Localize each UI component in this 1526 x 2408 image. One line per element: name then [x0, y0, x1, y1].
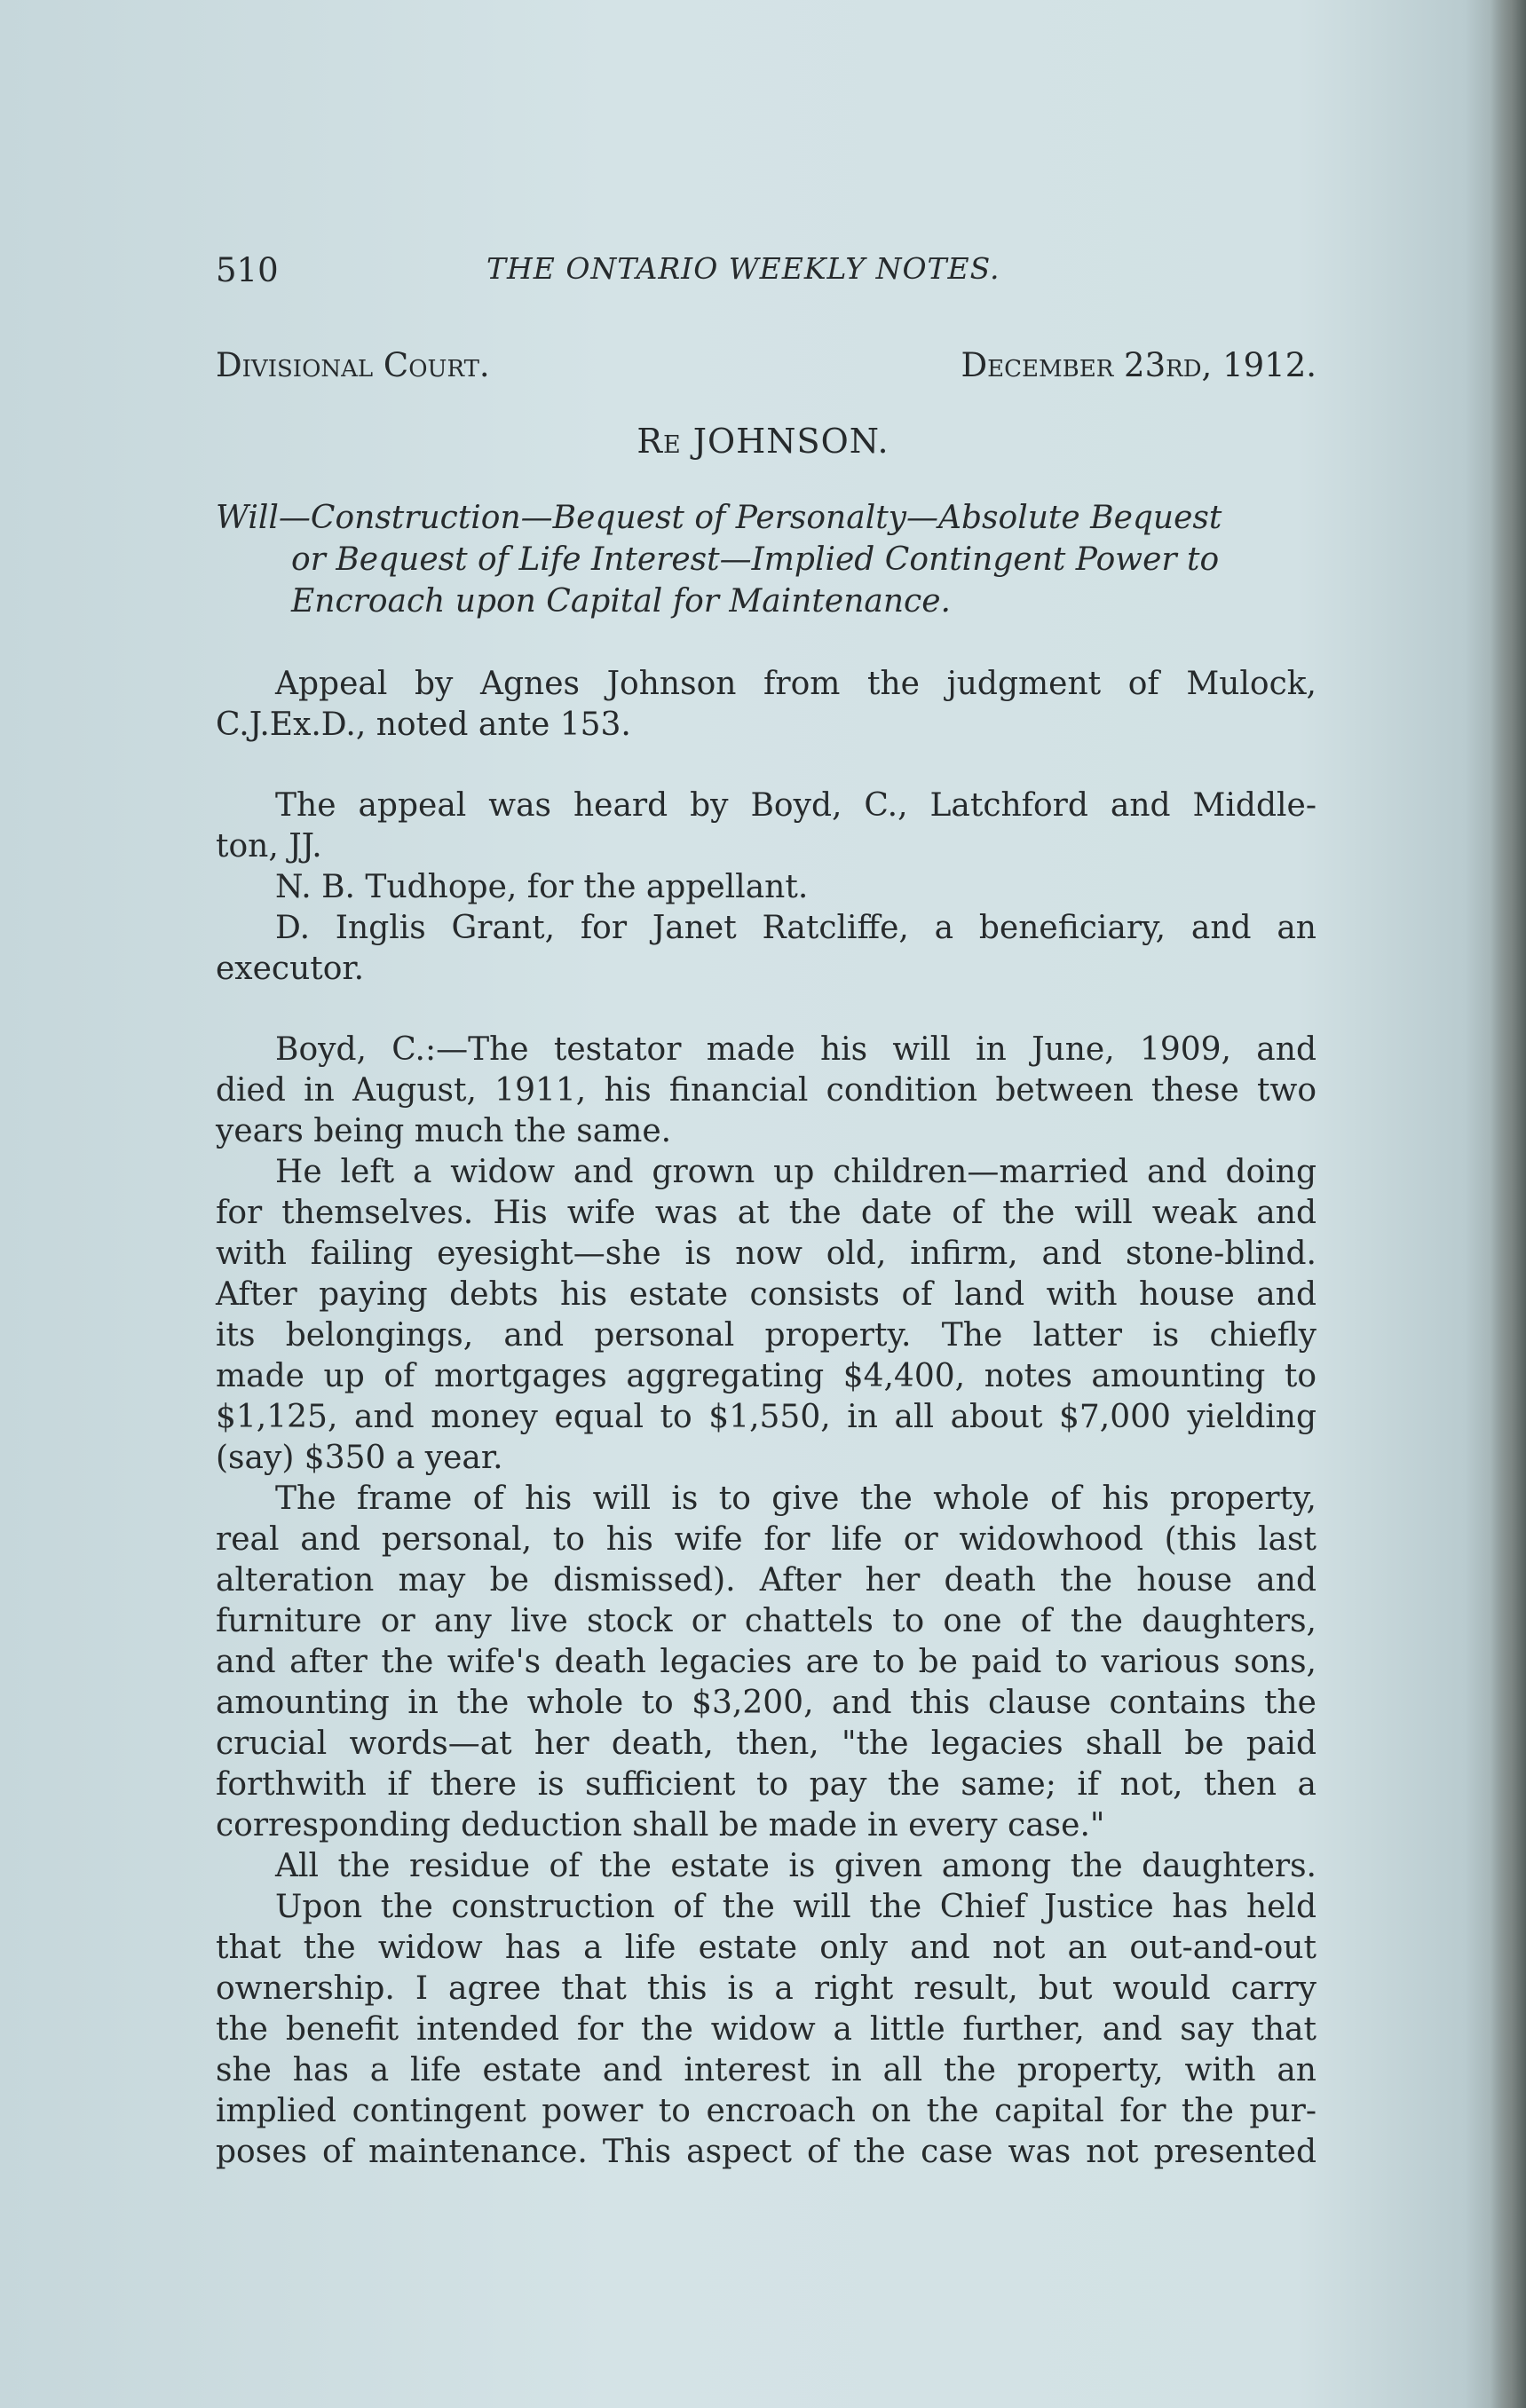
case-title: Re JOHNSON.: [636, 422, 890, 461]
body-line: C.J.Ex.D., noted ante 153.: [216, 707, 631, 743]
judgment-body: [216, 664, 1316, 2173]
body-line: alteration may be dismissed). After her death the house and: [216, 1562, 1316, 1599]
body-line: and after the wife's death legacies are to be paid to various sons,: [216, 1644, 1316, 1680]
judgment-date: December 23rd, 1912.: [961, 346, 1316, 384]
running-head: [216, 251, 1316, 304]
court-name: Divisional Court.: [216, 346, 490, 384]
body-line: The frame of his will is to give the whole of his property,: [275, 1480, 1316, 1517]
body-line: for themselves. His wife was at the date of the will weak and: [216, 1195, 1316, 1231]
body-line: its belongings, and personal property. The latter is chiefly: [216, 1317, 1316, 1354]
body-line: Boyd, C.:—The testator made his will in June, 1909, and: [275, 1031, 1316, 1068]
body-line: ton, JJ.: [216, 828, 322, 865]
court-line: [216, 346, 1316, 399]
body-line: corresponding deduction shall be made in every case.": [216, 1807, 1105, 1844]
body-line: with failing eyesight—she is now old, infirm, and stone-blind.: [216, 1236, 1316, 1272]
body-line: After paying debts his estate consists of land with house and: [216, 1276, 1316, 1313]
journal-title: THE ONTARIO WEEKLY NOTES.: [486, 251, 1000, 286]
body-line: she has a life estate and interest in all the property, with an: [216, 2052, 1316, 2088]
body-line: D. Inglis Grant, for Janet Ratcliffe, a beneficiary, and an: [275, 910, 1316, 946]
body-line: ownership. I agree that this is a right result, but would carry: [216, 1970, 1316, 2007]
body-line: Upon the construction of the will the Chief Justice has held: [275, 1889, 1316, 1925]
body-line: furniture or any live stock or chattels to one of the daughters,: [216, 1603, 1316, 1639]
page-edge-shadow: [1490, 0, 1526, 2408]
body-line: $1,125, and money equal to $1,550, in all about $7,000 yielding: [216, 1399, 1316, 1435]
body-line: amounting in the whole to $3,200, and this clause contains the: [216, 1685, 1316, 1721]
body-line: The appeal was heard by Boyd, C., Latchford and Middle-: [275, 787, 1316, 824]
body-line: crucial words—at her death, then, "the legacies shall be paid: [216, 1725, 1316, 1762]
headnote-line: or Bequest of Life Interest—Implied Contingent Power to: [291, 541, 1220, 578]
body-line: executor.: [216, 951, 365, 987]
body-line: All the residue of the estate is given among the daughters.: [275, 1848, 1316, 1884]
body-line: died in August, 1911, his financial condition between these two: [216, 1072, 1316, 1109]
body-line: poses of maintenance. This aspect of the case was not presented: [216, 2134, 1316, 2170]
headnote-line: Will—Construction—Bequest of Personalty—Absolute Bequest: [216, 500, 1222, 536]
body-line: that the widow has a life estate only and not an out-and-out: [216, 1930, 1316, 1966]
body-line: forthwith if there is sufficient to pay the same; if not, then a: [216, 1766, 1316, 1803]
headnote: [216, 497, 1308, 622]
body-line: He left a widow and grown up children—married and doing: [275, 1154, 1316, 1190]
body-line: the benefit intended for the widow a little further, and say that: [216, 2011, 1316, 2048]
body-line: real and personal, to his wife for life or widowhood (this last: [216, 1521, 1316, 1558]
body-line: (say) $350 a year.: [216, 1440, 503, 1476]
paragraph-gap: [216, 990, 1316, 1030]
paragraph-gap: [216, 746, 1316, 786]
body-line: N. B. Tudhope, for the appellant.: [275, 869, 809, 905]
page-number: 510: [216, 251, 279, 289]
body-line: Appeal by Agnes Johnson from the judgment of Mulock,: [275, 666, 1316, 702]
body-line: years being much the same.: [216, 1113, 672, 1149]
body-line: made up of mortgages aggregating $4,400, notes amounting to: [216, 1358, 1316, 1394]
body-line: implied contingent power to encroach on the capital for the pur-: [216, 2093, 1316, 2129]
headnote-line: Encroach upon Capital for Maintenance.: [291, 583, 951, 620]
